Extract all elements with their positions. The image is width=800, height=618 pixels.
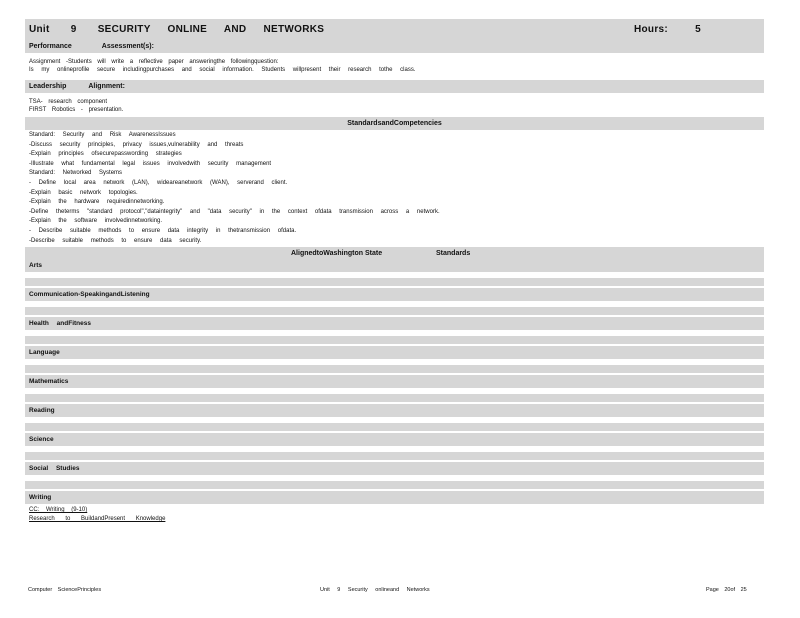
standard-line: - Define local area network (LAN), wideareanetwork (WAN), serverand client.	[29, 179, 288, 186]
leadership-header	[25, 80, 764, 93]
footer-course: Computer SciencePrinciples	[28, 587, 102, 593]
standard-line: -Describe suitable methods to ensure data security.	[29, 237, 202, 244]
writing-items	[25, 504, 764, 524]
subject-social-studies: Social Studies	[25, 462, 764, 475]
unit-label: Unit	[29, 23, 50, 35]
subject-writing: Writing	[25, 491, 764, 504]
subject-communication: Communication-SpeakingandListening	[25, 288, 764, 301]
aligned-standards-header	[25, 247, 764, 259]
standard-line: - Describe suitable methods to ensure data integrity in thetransmission ofdata.	[29, 227, 297, 234]
subject-mathematics: Mathematics	[25, 375, 764, 388]
standard-line: -Explain basic network topologies.	[29, 189, 138, 196]
performance-label: Performance	[29, 42, 72, 50]
standard-line: Standard: Networked Systems	[29, 170, 123, 177]
standard-line: Standard: Security and Risk AwarenessIssues	[29, 132, 176, 138]
leadership-block	[25, 93, 764, 117]
standards-header-text: StandardsandCompetencies	[347, 120, 442, 127]
assessment-line-2: Is my onlineprofile secure includingpurchases and social information. Students willpresent their research tothe class.	[29, 67, 416, 73]
unit-title: SECURITY ONLINE AND NETWORKS	[97, 23, 325, 35]
subject-reading: Reading	[25, 404, 764, 417]
footer-unit: Unit 9 Security onlineand Networks	[320, 587, 430, 593]
standards-list	[25, 130, 764, 246]
standard-line: -Explain principles ofsecurepasswording strategies	[29, 151, 182, 158]
unit-title-group	[25, 24, 634, 35]
leadership-label: Leadership	[29, 83, 67, 90]
aligned-header-part-1: AlignedtoWashington State	[291, 249, 383, 257]
assessment-block	[25, 53, 764, 80]
unit-number: 9	[70, 23, 77, 35]
subject-language: Language	[25, 346, 764, 359]
subject-science: Science	[25, 433, 764, 446]
hours-label: Hours:	[634, 23, 669, 35]
hours-value: 5	[695, 23, 701, 35]
subject-arts: Arts	[25, 259, 764, 272]
performance-header	[25, 39, 764, 53]
writing-item: Research to BuildandPresent Knowledge	[29, 516, 166, 523]
standard-line: -Explain the hardware requiredinnetworking.	[29, 199, 165, 206]
assessment-label: Assessment(s):	[101, 42, 154, 50]
unit-header-row	[25, 19, 764, 39]
standard-line: -Define theterms "standard protocol","dataintegrity" and "data security" in the context ofdata transmission across a network.	[29, 208, 440, 215]
curriculum-page	[25, 19, 764, 524]
standards-header	[25, 117, 764, 130]
footer-page-number: Page 20of 25	[706, 587, 747, 593]
aligned-header-part-2: Standards	[436, 249, 471, 257]
assessment-line-1: Assignment -Students will write a reflective paper answeringthe followingquestion:	[29, 59, 279, 65]
standard-line: -Explain the software involvedinnetworking.	[29, 218, 163, 225]
leadership-line-2: FIRST Robotics - presentation.	[29, 107, 124, 113]
hours-group	[634, 24, 764, 35]
leadership-line-1: TSA- research component	[29, 99, 108, 105]
standard-line: -Illustrate what fundamental legal issues involvedwith security management	[29, 160, 272, 167]
standard-line: -Discuss security principles, privacy issues,vulnerability and threats	[29, 141, 244, 148]
alignment-label: Alignment:	[88, 83, 125, 90]
subject-health: Health andFitness	[25, 317, 764, 330]
writing-item: CC: Writing (9-10)	[29, 507, 88, 514]
